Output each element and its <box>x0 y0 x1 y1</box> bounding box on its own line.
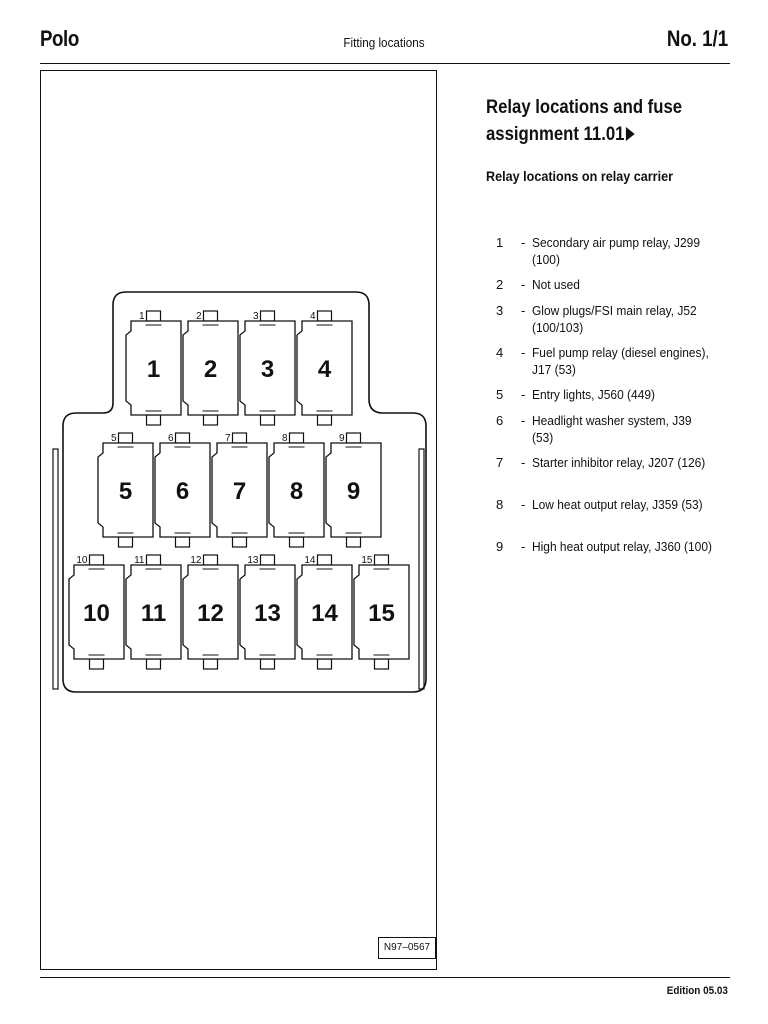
relay-number-small: 14 <box>304 555 316 566</box>
relay-socket-tab-top <box>347 433 361 443</box>
legend-description: Low heat output relay, J359 (53) <box>532 497 703 512</box>
relay-number-small: 7 <box>224 433 231 444</box>
relay-number-large: 6 <box>175 478 190 505</box>
page-title <box>486 94 697 148</box>
title-text: Relay locations and fuse assignment 11.01 <box>486 97 683 145</box>
relay-socket-tab-top <box>90 555 104 565</box>
relay-socket-tab-bottom <box>375 659 389 669</box>
relay-socket-tab-bottom <box>204 659 218 669</box>
legend-description: High heat output relay, J360 (100) <box>532 539 712 554</box>
relay-number-small: 4 <box>309 311 316 322</box>
relay-socket-12 <box>183 555 238 669</box>
legend-number: 4 <box>496 345 504 360</box>
relay-socket-8 <box>269 433 324 547</box>
relay-socket-tab-top <box>318 311 332 321</box>
legend-description: Fuel pump relay (diesel engines), J17 (53) <box>532 345 709 377</box>
relay-socket-tab-top <box>261 311 275 321</box>
relay-socket-tab-bottom <box>261 659 275 669</box>
legend-number: 2 <box>496 277 504 292</box>
section-title: Fitting locations <box>343 35 425 50</box>
relay-socket-tab-top <box>261 555 275 565</box>
relay-socket-tab-bottom <box>233 537 247 547</box>
relay-socket-tab-bottom <box>261 415 275 425</box>
relay-number-large: 15 <box>368 600 395 627</box>
relay-number-large: 5 <box>118 478 133 505</box>
relay-carrier-figure <box>40 70 437 970</box>
legend-item <box>496 454 736 488</box>
legend-description: Glow plugs/FSI main relay, J52 (100/103) <box>532 303 697 335</box>
relay-socket-tab-top <box>318 555 332 565</box>
relay-number-large: 14 <box>311 600 338 627</box>
page-subtitle: Relay locations on relay carrier <box>486 168 673 184</box>
legend-dash: - <box>521 303 526 318</box>
relay-number-large: 13 <box>254 600 281 627</box>
relay-number-small: 11 <box>134 555 145 566</box>
legend-dash: - <box>521 387 526 402</box>
relay-socket-tab-top <box>147 311 161 321</box>
relay-socket-2 <box>183 311 238 425</box>
legend-number: 9 <box>496 539 504 554</box>
relay-socket-7 <box>212 433 267 547</box>
relay-number-large: 1 <box>146 356 161 383</box>
legend-dash: - <box>521 413 526 428</box>
legend-item <box>496 344 736 378</box>
relay-number-small: 3 <box>252 311 259 322</box>
relay-socket-tab-top <box>233 433 247 443</box>
legend-number: 7 <box>496 455 504 470</box>
legend-item <box>496 302 736 336</box>
legend-number: 5 <box>496 387 504 402</box>
relay-socket-11 <box>126 555 181 669</box>
relay-socket-3 <box>240 311 295 425</box>
relay-socket-tab-bottom <box>318 659 332 669</box>
model-name: Polo <box>40 26 79 51</box>
relay-number-large: 7 <box>232 478 247 505</box>
arrow-right-icon <box>626 127 635 141</box>
carrier-right-rail <box>419 449 424 689</box>
relay-socket-tab-top <box>290 433 304 443</box>
relay-number-small: 10 <box>76 555 88 566</box>
relay-socket-tab-top <box>204 555 218 565</box>
relay-socket-tab-bottom <box>347 537 361 547</box>
legend-dash: - <box>521 235 526 250</box>
legend-dash: - <box>521 277 526 292</box>
legend-item <box>496 538 736 572</box>
relay-socket-tab-top <box>375 555 389 565</box>
relay-number-large: 10 <box>83 600 110 627</box>
relay-socket-tab-bottom <box>147 415 161 425</box>
legend-description: Secondary air pump relay, J299 (100) <box>532 235 700 267</box>
legend-item <box>496 234 736 268</box>
relay-socket-tab-bottom <box>176 537 190 547</box>
header-rule <box>40 63 730 64</box>
relay-socket-tab-bottom <box>119 537 133 547</box>
relay-number-small: 13 <box>247 555 259 566</box>
legend-number: 8 <box>496 497 504 512</box>
legend-dash: - <box>521 345 526 360</box>
relay-socket-6 <box>155 433 210 547</box>
relay-socket-tab-top <box>204 311 218 321</box>
relay-number-small: 2 <box>195 311 202 322</box>
relay-socket-tab-bottom <box>204 415 218 425</box>
relay-socket-tab-top <box>119 433 133 443</box>
relay-socket-15 <box>354 555 409 669</box>
relay-number-small: 15 <box>361 555 373 566</box>
relay-number-large: 11 <box>140 600 167 627</box>
relay-socket-tab-top <box>176 433 190 443</box>
relay-socket-tab-bottom <box>318 415 332 425</box>
carrier-left-rail <box>53 449 58 689</box>
relay-number-small: 1 <box>138 311 145 322</box>
relay-socket-14 <box>297 555 352 669</box>
legend-dash: - <box>521 539 526 554</box>
relay-socket-10 <box>69 555 124 669</box>
legend-dash: - <box>521 455 526 470</box>
legend-number: 3 <box>496 303 504 318</box>
relay-socket-4 <box>297 311 352 425</box>
legend-description: Not used <box>532 277 580 292</box>
relay-number-small: 5 <box>110 433 117 444</box>
relay-socket-tab-bottom <box>90 659 104 669</box>
legend-description: Entry lights, J560 (449) <box>532 387 655 402</box>
figure-label: N97–0567 <box>378 937 436 959</box>
footer-rule <box>40 977 730 978</box>
legend-description: Starter inhibitor relay, J207 (126) <box>532 455 706 470</box>
relay-legend <box>496 234 736 572</box>
relay-socket-1 <box>126 311 181 425</box>
legend-item <box>496 412 736 446</box>
relay-number-small: 8 <box>281 433 288 444</box>
legend-number: 6 <box>496 413 504 428</box>
legend-number: 1 <box>496 235 504 250</box>
page-number: No. 1/1 <box>666 26 728 51</box>
relay-socket-13 <box>240 555 295 669</box>
relay-socket-5 <box>98 433 153 547</box>
relay-number-small: 12 <box>190 555 202 566</box>
legend-description: Headlight washer system, J39 (53) <box>532 413 692 445</box>
relay-number-large: 8 <box>289 478 304 505</box>
relay-number-large: 12 <box>197 600 224 627</box>
relay-number-small: 6 <box>167 433 174 444</box>
relay-number-small: 9 <box>338 433 345 444</box>
relay-socket-tab-bottom <box>147 659 161 669</box>
relay-number-large: 9 <box>346 478 361 505</box>
relay-number-large: 3 <box>260 356 275 383</box>
relay-number-large: 4 <box>317 356 332 383</box>
relay-socket-tab-top <box>147 555 161 565</box>
legend-item <box>496 496 736 530</box>
edition-label: Edition 05.03 <box>666 985 728 997</box>
relay-carrier-diagram <box>41 71 438 971</box>
legend-dash: - <box>521 497 526 512</box>
relay-socket-tab-bottom <box>290 537 304 547</box>
relay-number-large: 2 <box>203 356 218 383</box>
relay-socket-9 <box>326 433 381 547</box>
